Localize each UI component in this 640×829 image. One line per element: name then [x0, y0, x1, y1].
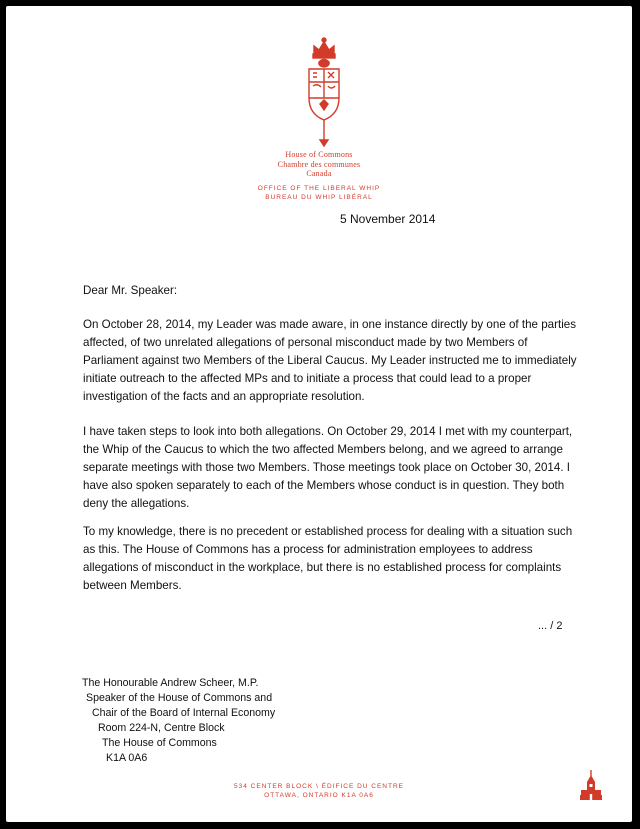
letter-paragraph-2: I have taken steps to look into both allegations. On October 29, 2014 I met with my counterpart, the Whip of the Caucus to which the two affected Members belong, and we agreed to arrange separate meetings with those two Members. Those meetings took place on October 30, 2014. I have also spoken separately to each of the Members whose conduct is in question. They both deny the allegations. — [83, 425, 573, 510]
letter-greeting: Dear Mr. Speaker: — [83, 284, 178, 297]
footer-address-line-1: 534 CENTER BLOCK \ ÉDIFICE DU CENTRE — [234, 783, 404, 790]
office-name-fr: BUREAU DU WHIP LIBÉRAL — [265, 194, 373, 201]
footer-address-line-2: OTTAWA, ONTARIO K1A 0A6 — [264, 792, 374, 799]
address-line: Room 224-N, Centre Block — [98, 722, 225, 734]
letterhead-office — [6, 184, 632, 202]
letter-page — [6, 6, 632, 822]
office-name-en: OFFICE OF THE LIBERAL WHIP — [257, 185, 381, 192]
address-line: K1A 0A6 — [106, 752, 148, 764]
page-continuation: ... / 2 — [538, 620, 563, 632]
address-line: Speaker of the House of Commons and — [86, 692, 273, 704]
letterhead-house-name — [6, 150, 632, 179]
letter-paragraph-3: To my knowledge, there is no precedent or established process for dealing with a situation such as this. The House of Commons has a process for administration employees to address allegations of misconduct in the workplace, but there is no established process for complaints between Members. — [83, 525, 573, 592]
peace-tower-icon — [580, 770, 602, 800]
address-line: Chair of the Board of Internal Economy — [92, 707, 276, 719]
letterhead-footer — [6, 782, 632, 800]
letter-paragraph-1: On October 28, 2014, my Leader was made aware, in one instance directly by one of the parties affected, of two unrelated allegations of personal misconduct made by two Members of Parliament against two Members of the Liberal Caucus. My Leader instructed me to immediately initiate outreach to the affected MPs and to initiate a process that could lead to a proper investigation of the facts and an appropriate resolution. — [83, 318, 577, 403]
address-line: The House of Commons — [102, 737, 217, 749]
address-line: The Honourable Andrew Scheer, M.P. — [82, 677, 259, 689]
letter-date: 5 November 2014 — [340, 212, 436, 226]
house-of-commons-crest-icon — [301, 36, 347, 148]
house-name-en: House of Commons — [285, 150, 353, 159]
country-name: Canada — [306, 169, 332, 178]
house-name-fr: Chambre des communes — [277, 159, 361, 169]
